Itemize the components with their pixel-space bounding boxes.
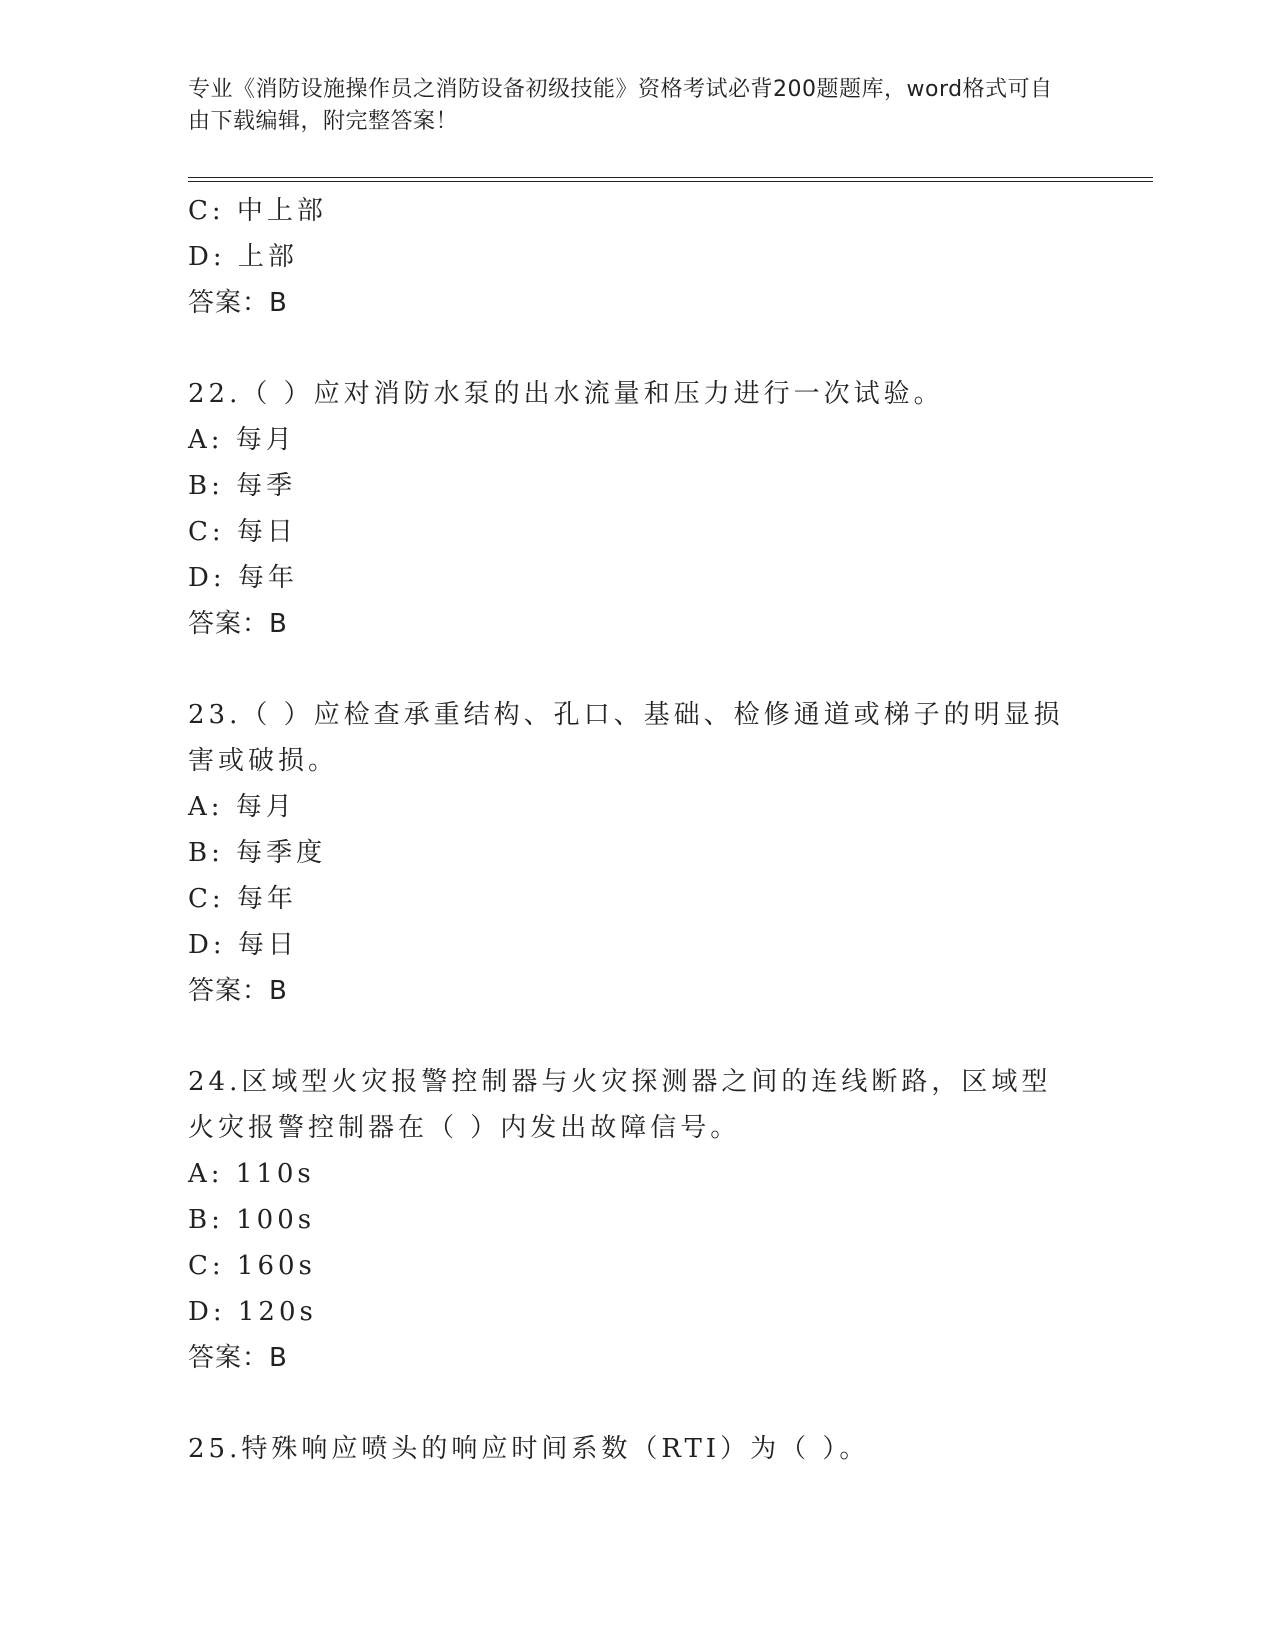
option-a: A: 每月	[188, 425, 296, 455]
question-block-25	[188, 1426, 1088, 1472]
option-a: A: 每月	[188, 792, 296, 822]
option-d: D: 每日	[188, 930, 298, 960]
question-block-24	[188, 1059, 1088, 1381]
option-d: D: 120s	[188, 1297, 317, 1327]
option-d: D: 上部	[188, 242, 298, 272]
answer-line: 答案：B	[188, 976, 288, 1006]
header-divider	[188, 177, 1153, 182]
option-c: C: 中上部	[188, 196, 327, 226]
option-a: A: 110s	[188, 1159, 315, 1189]
option-b: B: 100s	[188, 1205, 316, 1235]
answer-line: 答案：B	[188, 288, 288, 318]
option-c: C: 每日	[188, 517, 297, 547]
question-text: 22.（ ）应对消防水泵的出水流量和压力进行一次试验。	[188, 379, 944, 409]
option-d: D: 每年	[188, 563, 298, 593]
question-block-21	[188, 188, 1088, 326]
answer-line: 答案：B	[188, 1343, 288, 1373]
question-text: 25.特殊响应喷头的响应时间系数（RTI）为（ ）。	[188, 1434, 870, 1464]
question-block-22	[188, 371, 1088, 647]
question-text: 24.区域型火灾报警控制器与火灾探测器之间的连线断路，区域型火灾报警控制器在（ ）内发出故障信号。	[188, 1067, 1052, 1143]
option-b: B: 每季	[188, 471, 297, 501]
question-text: 23.（ ）应检查承重结构、孔口、基础、检修通道或梯子的明显损害或破损。	[188, 700, 1064, 776]
document-header: 专业《消防设施操作员之消防设备初级技能》资格考试必背200题题库，word格式可自由下载编辑，附完整答案！	[188, 77, 1053, 134]
answer-line: 答案：B	[188, 609, 288, 639]
question-block-23	[188, 692, 1088, 1014]
option-c: C: 每年	[188, 884, 297, 914]
option-b: B: 每季度	[188, 838, 327, 868]
question-list	[188, 188, 1088, 1472]
option-c: C: 160s	[188, 1251, 316, 1281]
